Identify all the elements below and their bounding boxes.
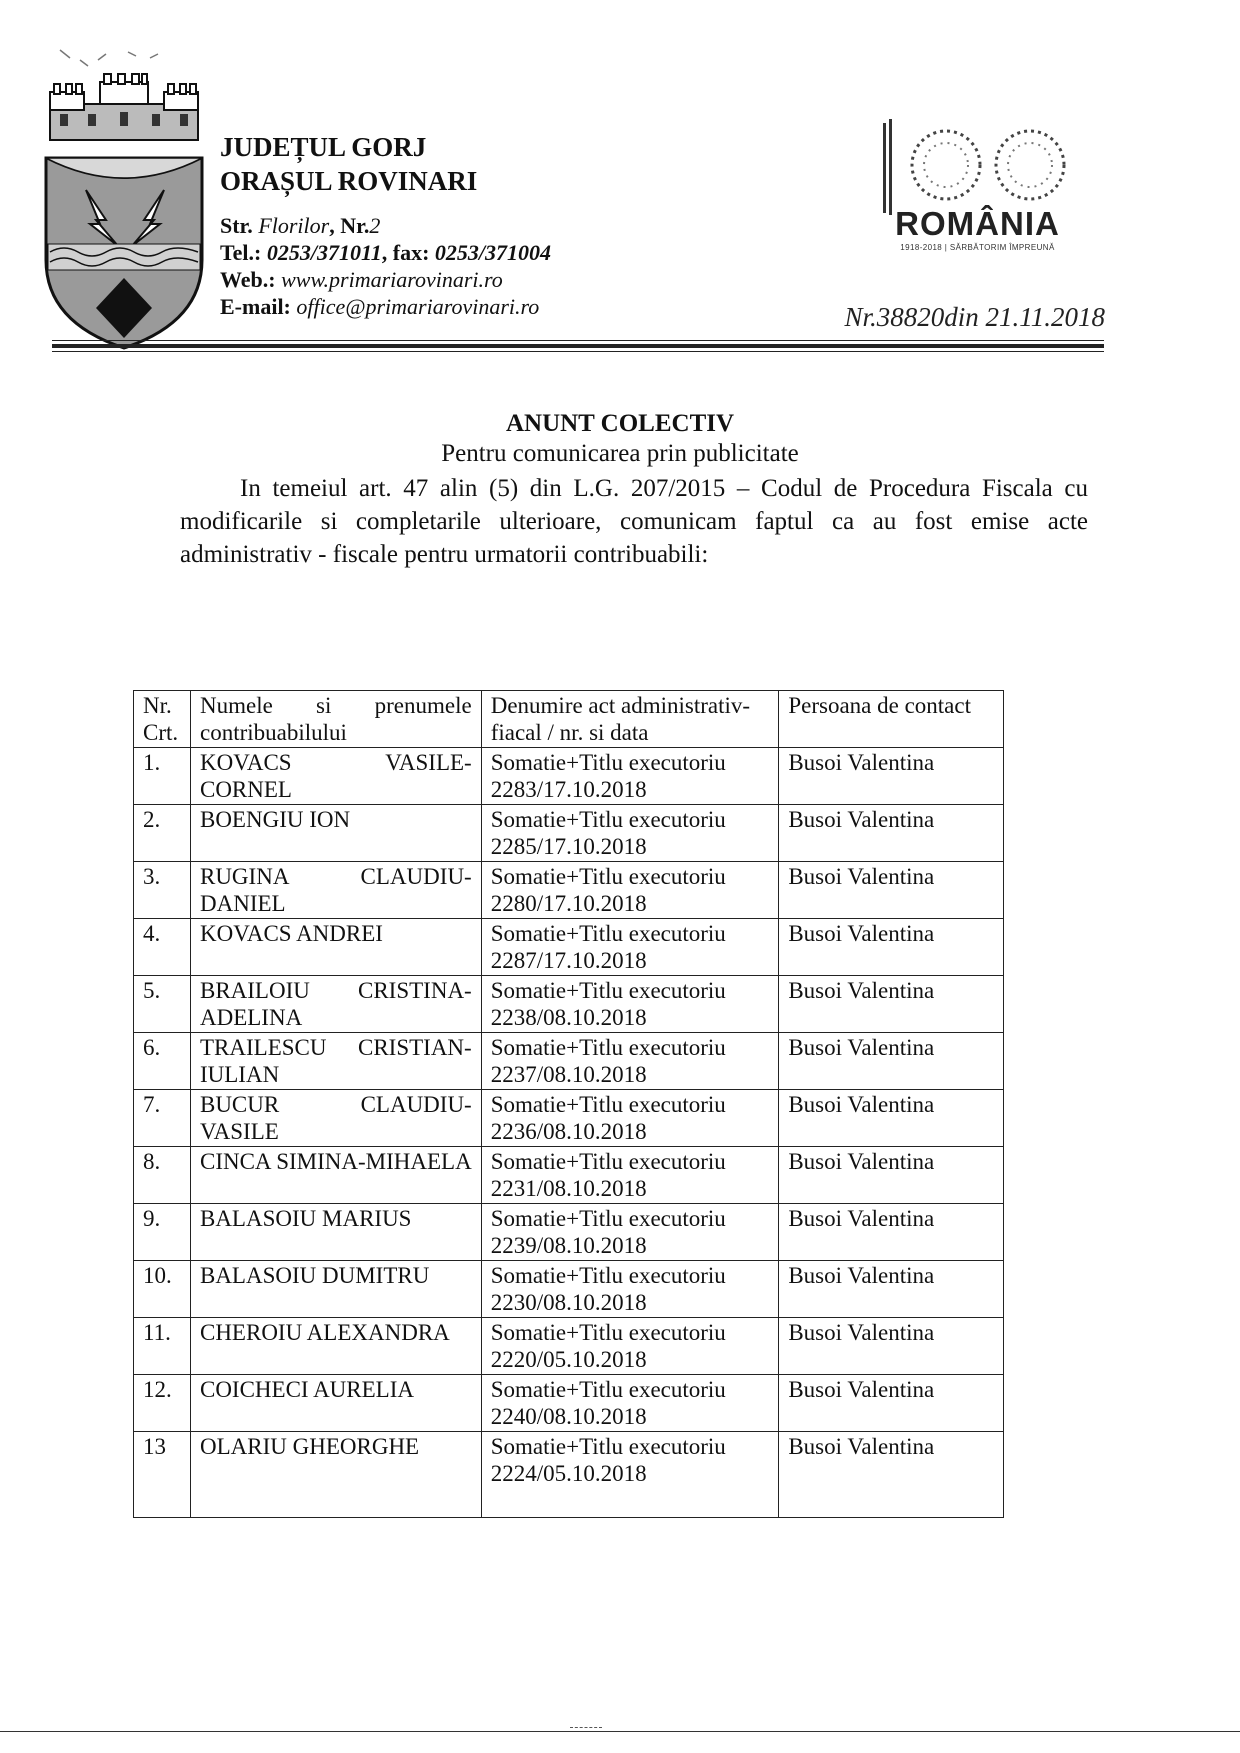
table-row — [134, 1204, 1004, 1261]
row-number: 8. — [134, 1147, 191, 1204]
bottom-dash — [570, 1727, 602, 1729]
row-number: 9. — [134, 1204, 191, 1261]
row-number: 5. — [134, 976, 191, 1033]
table-row — [134, 919, 1004, 976]
tel-value: 0253/371011 — [266, 240, 382, 265]
street-value: Florilor — [258, 213, 330, 238]
table-row — [134, 1147, 1004, 1204]
table-row — [134, 1318, 1004, 1375]
table-row — [134, 862, 1004, 919]
act-description: Somatie+Titlu executoriu 2280/17.10.2018 — [481, 862, 779, 919]
act-description: Somatie+Titlu executoriu 2240/08.10.2018 — [481, 1375, 779, 1432]
taxpayer-name: RUGINA CLAUDIU-DANIEL — [190, 862, 481, 919]
act-description: Somatie+Titlu executoriu 2236/08.10.2018 — [481, 1090, 779, 1147]
row-number: 3. — [134, 862, 191, 919]
act-description: Somatie+Titlu executoriu 2230/08.10.2018 — [481, 1261, 779, 1318]
taxpayer-name: KOVACS VASILE-CORNEL — [190, 748, 481, 805]
table-row — [134, 1261, 1004, 1318]
contact-person: Busoi Valentina — [779, 1375, 1004, 1432]
row-number: 11. — [134, 1318, 191, 1375]
web-line — [220, 266, 551, 293]
document-subtitle: Pentru comunicarea prin publicitate — [441, 440, 799, 467]
header-divider-top — [52, 340, 1104, 341]
table-row — [134, 1090, 1004, 1147]
table-row — [134, 748, 1004, 805]
fax-label: , fax: — [381, 240, 435, 265]
header-name — [190, 691, 481, 748]
contact-person: Busoi Valentina — [779, 805, 1004, 862]
contact-person: Busoi Valentina — [779, 1432, 1004, 1518]
contact-person: Busoi Valentina — [779, 1090, 1004, 1147]
email-label: E-mail: — [220, 294, 297, 319]
contact-person: Busoi Valentina — [779, 748, 1004, 805]
header-act: Denumire act administrativ-fiacal / nr. si data — [481, 691, 779, 748]
header-block — [220, 130, 551, 320]
town-name: ORAȘUL ROVINARI — [220, 166, 478, 196]
table-row — [134, 976, 1004, 1033]
email-link[interactable]: office@primariarovinari.ro — [296, 294, 540, 319]
document-number: Nr.38820din 21.11.2018 — [844, 302, 1105, 332]
contact-person: Busoi Valentina — [779, 1318, 1004, 1375]
contact-person: Busoi Valentina — [779, 1147, 1004, 1204]
contact-person: Busoi Valentina — [779, 1204, 1004, 1261]
coat-of-arms-emblem — [40, 30, 208, 350]
document-body: In temeiul art. 47 alin (5) din L.G. 207/2015 – Codul de Procedura Fiscala cu modificarile si completarile ulterioare, comunicam faptul ca au fost emise acte administrativ - fiscale pentru urmatorii contribuabili: — [180, 475, 1088, 568]
act-description: Somatie+Titlu executoriu 2237/08.10.2018 — [481, 1033, 779, 1090]
taxpayer-name: TRAILESCU CRISTIAN-IULIAN — [190, 1033, 481, 1090]
header-divider-bottom — [52, 351, 1104, 352]
row-number: 7. — [134, 1090, 191, 1147]
row-number: 10. — [134, 1261, 191, 1318]
row-number: 2. — [134, 805, 191, 862]
header-contact: Persoana de contact — [779, 691, 1004, 748]
taxpayer-name: COICHECI AURELIA — [190, 1375, 481, 1432]
taxpayer-name: BOENGIU ION — [190, 805, 481, 862]
taxpayer-name: BRAILOIU CRISTINA-ADELINA — [190, 976, 481, 1033]
row-number: 1. — [134, 748, 191, 805]
street-label: Str. — [220, 213, 259, 238]
header-name-part1: Numele — [199, 693, 273, 718]
street-nr-label: , Nr. — [329, 213, 370, 238]
tel-label: Tel.: — [220, 240, 267, 265]
header-nr: Nr. Crt. — [134, 691, 191, 748]
taxpayer-name: BALASOIU DUMITRU — [190, 1261, 481, 1318]
act-description: Somatie+Titlu executoriu 2285/17.10.2018 — [481, 805, 779, 862]
act-description: Somatie+Titlu executoriu 2224/05.10.2018 — [481, 1432, 779, 1518]
taxpayer-name: BUCUR CLAUDIU-VASILE — [190, 1090, 481, 1147]
web-label: Web.: — [220, 267, 282, 292]
act-description: Somatie+Titlu executoriu 2238/08.10.2018 — [481, 976, 779, 1033]
row-number: 6. — [134, 1033, 191, 1090]
street-nr-value: 2 — [369, 213, 381, 238]
email-line — [220, 293, 551, 320]
taxpayer-name: CHEROIU ALEXANDRA — [190, 1318, 481, 1375]
row-number: 12. — [134, 1375, 191, 1432]
centenary-romania-label: ROMÂNIA — [895, 205, 1060, 242]
taxpayer-name: OLARIU GHEORGHE — [190, 1432, 481, 1518]
document-title: ANUNT COLECTIV — [505, 410, 735, 437]
taxpayer-name: CINCA SIMINA-MIHAELA — [190, 1147, 481, 1204]
header-name-part2: si — [316, 693, 332, 718]
contact-person: Busoi Valentina — [779, 1261, 1004, 1318]
act-description: Somatie+Titlu executoriu 2231/08.10.2018 — [481, 1147, 779, 1204]
table-header-row — [134, 691, 1004, 748]
web-link[interactable]: www.primariarovinari.ro — [281, 267, 503, 292]
act-description: Somatie+Titlu executoriu 2220/05.10.2018 — [481, 1318, 779, 1375]
act-description: Somatie+Titlu executoriu 2239/08.10.2018 — [481, 1204, 779, 1261]
address-line — [220, 212, 551, 239]
contact-person: Busoi Valentina — [779, 976, 1004, 1033]
county-name: JUDEȚUL GORJ — [220, 132, 427, 162]
act-description: Somatie+Titlu executoriu 2283/17.10.2018 — [481, 748, 779, 805]
taxpayer-name: KOVACS ANDREI — [190, 919, 481, 976]
taxpayer-name: BALASOIU MARIUS — [190, 1204, 481, 1261]
table-row — [134, 1432, 1004, 1518]
table-row — [134, 1033, 1004, 1090]
taxpayers-table — [133, 690, 1004, 1518]
row-number: 13 — [134, 1432, 191, 1518]
fax-value: 0253/371004 — [434, 240, 552, 265]
table-row — [134, 805, 1004, 862]
table-row — [134, 1375, 1004, 1432]
bottom-rule — [0, 1731, 1240, 1732]
header-name-part4: contribuabilului — [199, 720, 347, 745]
header-divider-thick — [52, 344, 1104, 348]
row-number: 4. — [134, 919, 191, 976]
phone-line — [220, 239, 551, 266]
centenary-subtitle: 1918-2018 | SĂRBĂTORIM ÎMPREUNĂ — [900, 243, 1055, 252]
contact-person: Busoi Valentina — [779, 919, 1004, 976]
contact-person: Busoi Valentina — [779, 862, 1004, 919]
act-description: Somatie+Titlu executoriu 2287/17.10.2018 — [481, 919, 779, 976]
header-name-part3: prenumele — [374, 693, 472, 718]
contact-person: Busoi Valentina — [779, 1033, 1004, 1090]
